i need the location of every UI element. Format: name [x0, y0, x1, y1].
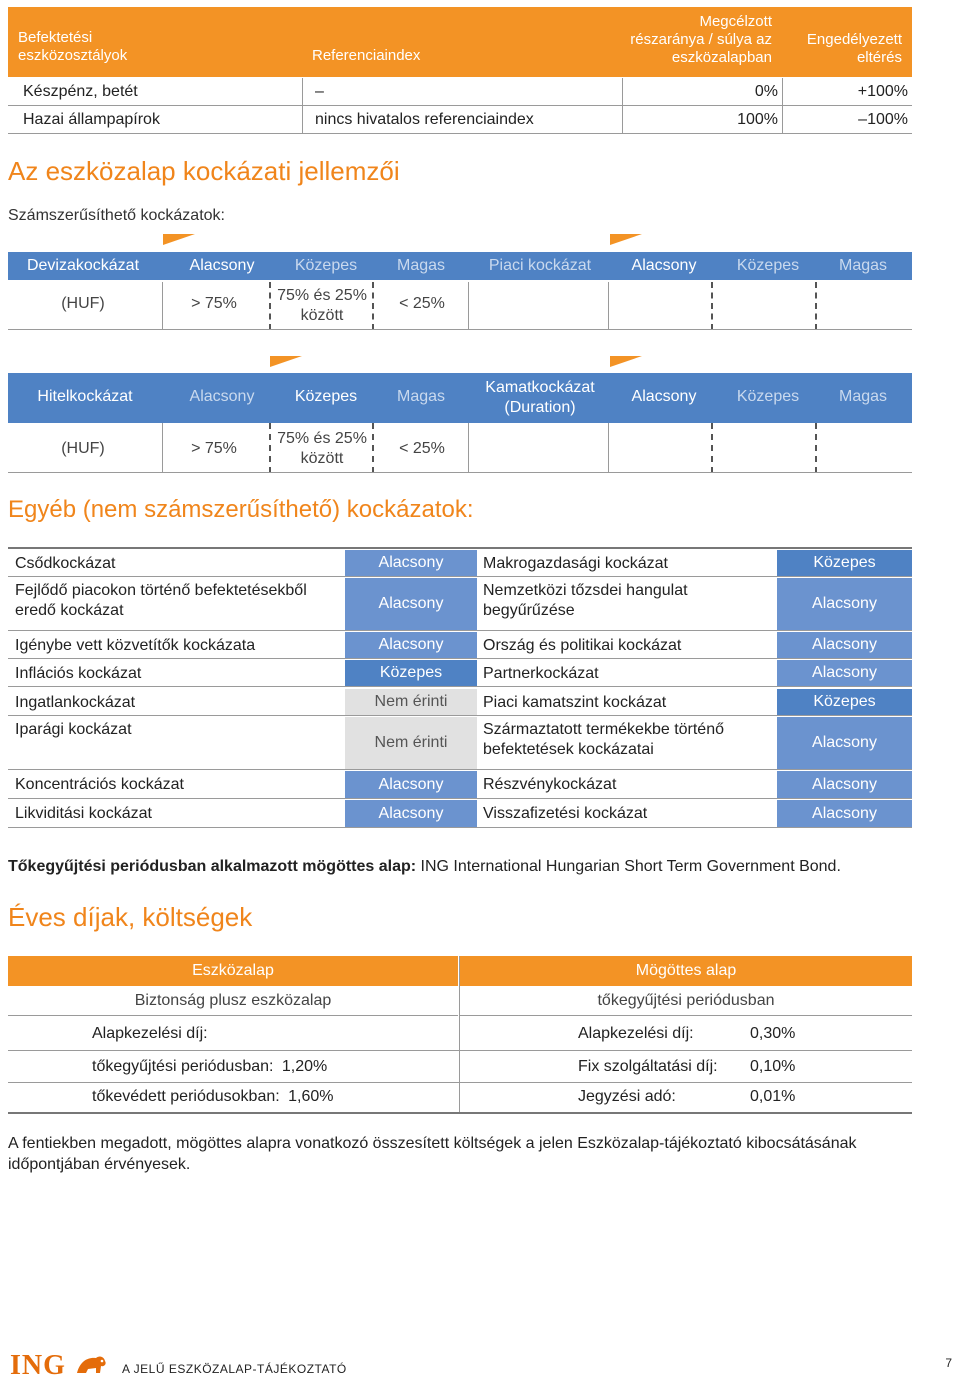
- risk-name: Makrogazdasági kockázat: [483, 555, 668, 572]
- asset-row: [8, 78, 912, 106]
- divider: [162, 282, 163, 330]
- fee-sub-asset-fund: Biztonság plusz eszközalap: [8, 986, 458, 1016]
- scale-level: Alacsony: [189, 257, 255, 274]
- asset-class: Hazai állampapírok: [23, 111, 160, 128]
- cost-note: A fentiekben megadott, mögöttes alapra vonatkozó összesített költségek a jelen Eszközalap-tájékoztató kibocsátásának időpontjában érvényesek.: [8, 1135, 857, 1173]
- risk-section-title: Az eszközalap kockázati jellemzői: [8, 156, 400, 186]
- other-risks-title: Egyéb (nem számszerűsíthető) kockázatok:: [8, 496, 474, 523]
- fee-value: 0,10%: [750, 1058, 796, 1075]
- underlying-fund-label: Tőkegyűjtési periódusban alkalmazott mögöttes alap:: [8, 858, 417, 875]
- risk-name: Iparági kockázat: [15, 721, 132, 738]
- header-asset-class: Befektetési eszközosztályok: [18, 29, 128, 64]
- risk-name: Csődkockázat: [15, 555, 116, 572]
- divider: [622, 78, 623, 134]
- scale-name: Kamatkockázat (Duration): [485, 379, 595, 416]
- fees-title: Éves díjak, költségek: [8, 902, 253, 932]
- scale-level: Közepes: [294, 257, 358, 274]
- scale-sub: (HUF): [61, 295, 105, 312]
- risk-scale-bar: [8, 252, 912, 280]
- asset-table-header: [8, 7, 912, 77]
- scale-range: < 25%: [399, 295, 445, 312]
- divider: [608, 423, 609, 473]
- risk-level-badge: Alacsony: [345, 578, 477, 630]
- target-weight: 100%: [737, 111, 778, 128]
- risk-name: Inflációs kockázat: [15, 665, 142, 682]
- scale-range: 75% és 25% között: [277, 430, 367, 467]
- risk-level-badge: Alacsony: [777, 632, 912, 658]
- divider: [8, 1112, 912, 1114]
- risk-level-badge: Alacsony: [345, 632, 477, 658]
- risk-row: [8, 770, 912, 799]
- current-level-marker: [610, 356, 642, 367]
- scale-range: > 75%: [191, 295, 237, 312]
- target-weight: 0%: [754, 83, 778, 100]
- fee-label: Alapkezelési díj:: [92, 1025, 208, 1042]
- divider: [459, 956, 460, 1112]
- current-level-marker: [163, 234, 195, 245]
- divider: [711, 282, 713, 330]
- divider: [782, 78, 783, 134]
- risk-level-badge: Közepes: [777, 689, 912, 715]
- current-level-marker: [610, 234, 642, 245]
- risk-scale-bar: [8, 373, 912, 423]
- divider: [468, 282, 469, 330]
- risk-row: [8, 799, 912, 828]
- scale-level: Közepes: [736, 257, 800, 274]
- fee-sub-underlying: tőkegyűjtési periódusban: [460, 986, 912, 1016]
- risk-level-badge: Nem érinti: [345, 689, 477, 715]
- scale-level: Alacsony: [189, 388, 255, 405]
- divider: [468, 423, 469, 473]
- asset-row: [8, 106, 912, 134]
- footer-doc-title: A JELŰ ESZKÖZALAP-TÁJÉKOZTATÓ: [122, 1362, 347, 1376]
- risk-name: Koncentrációs kockázat: [15, 776, 184, 793]
- underlying-fund-line: [8, 858, 841, 876]
- header-target-weight: Megcélzott részaránya / súlya az eszközalapban: [630, 13, 772, 66]
- fee-line-asset-fund: [92, 1025, 212, 1043]
- risk-level-badge: Alacsony: [777, 800, 912, 827]
- risk-name: Igénybe vett közvetítők kockázata: [15, 637, 256, 654]
- risk-name: Partnerkockázat: [483, 665, 599, 682]
- divider: [8, 1082, 912, 1083]
- scale-level: Magas: [838, 388, 888, 405]
- divider: [372, 423, 374, 473]
- divider: [815, 423, 817, 473]
- fee-label: Jegyzési adó:: [578, 1088, 676, 1105]
- risk-name: Ország és politikai kockázat: [483, 637, 682, 654]
- fee-header-asset-fund: Eszközalap: [8, 956, 458, 986]
- divider: [162, 423, 163, 473]
- scale-level: Magas: [396, 257, 446, 274]
- divider: [8, 1050, 912, 1051]
- risk-level-badge: Alacsony: [345, 550, 477, 576]
- divider: [608, 282, 609, 330]
- header-allowed-deviation: Engedélyezett eltérés: [806, 31, 902, 66]
- divider: [8, 472, 912, 473]
- page-number: 7: [945, 1356, 952, 1370]
- reference-index: –: [315, 83, 324, 100]
- risk-row: [8, 631, 912, 659]
- header-reference-index: Referenciaindex: [312, 47, 421, 64]
- fee-label: Fix szolgáltatási díj:: [578, 1058, 718, 1075]
- divider: [372, 282, 374, 330]
- scale-level: Magas: [396, 388, 446, 405]
- logo-text: ING: [10, 1350, 66, 1381]
- scale-range: < 25%: [399, 440, 445, 457]
- scale-level: Alacsony: [631, 257, 697, 274]
- risk-level-badge: Nem érinti: [345, 717, 477, 769]
- risk-level-badge: Alacsony: [777, 578, 912, 630]
- risk-row: [8, 659, 912, 687]
- fee-header-underlying: Mögöttes alap: [460, 956, 912, 986]
- fee-value: 1,60%: [288, 1088, 334, 1105]
- fee-value: 1,20%: [281, 1058, 328, 1075]
- risk-name: Likviditási kockázat: [15, 805, 152, 822]
- scale-range: 75% és 25% között: [277, 287, 367, 324]
- risk-name: Piaci kamatszint kockázat: [483, 694, 667, 711]
- scale-level: Magas: [838, 257, 888, 274]
- risk-row: [8, 688, 912, 716]
- risk-name: Részvénykockázat: [483, 776, 617, 793]
- divider: [269, 282, 271, 330]
- scale-name: Devizakockázat: [26, 257, 140, 274]
- ing-logo: [10, 1350, 108, 1382]
- risk-row: [8, 577, 912, 631]
- divider: [711, 423, 713, 473]
- risk-name: Nemzetközi tőzsdei hangulat begyűrűzése: [483, 582, 688, 619]
- risk-level-badge: Alacsony: [777, 660, 912, 686]
- scale-level: Közepes: [294, 388, 358, 405]
- fee-value: 0,30%: [750, 1025, 796, 1042]
- asset-class: Készpénz, betét: [23, 83, 138, 100]
- allowed-deviation: –100%: [858, 111, 908, 128]
- lion-icon: [74, 1351, 108, 1377]
- risk-level-badge: Közepes: [777, 550, 912, 576]
- risk-level-badge: Közepes: [345, 660, 477, 686]
- scale-level: Közepes: [736, 388, 800, 405]
- scale-sub: (HUF): [61, 440, 105, 457]
- risk-name: Ingatlankockázat: [15, 694, 136, 711]
- risk-name: Visszafizetési kockázat: [483, 805, 648, 822]
- scale-name: Hitelkockázat: [37, 388, 133, 405]
- risk-name: Fejlődő piacokon történő befektetésekből eredő kockázat: [15, 582, 307, 619]
- divider: [815, 282, 817, 330]
- divider: [302, 78, 303, 134]
- reference-index: nincs hivatalos referenciaindex: [315, 111, 534, 128]
- risk-level-badge: Alacsony: [777, 717, 912, 769]
- fee-line-asset-fund: [92, 1058, 327, 1076]
- divider: [269, 423, 271, 473]
- fee-label: Alapkezelési díj:: [578, 1025, 694, 1042]
- risk-level-badge: Alacsony: [345, 800, 477, 827]
- risk-name: Származtatott termékekbe történő befektetések kockázatai: [483, 721, 724, 758]
- scale-range: > 75%: [191, 440, 237, 457]
- risk-row: [8, 716, 912, 770]
- fee-line-asset-fund: [92, 1088, 334, 1106]
- current-level-marker: [270, 356, 302, 367]
- fee-label: tőkegyűjtési periódusban:: [92, 1058, 274, 1075]
- risk-level-badge: Alacsony: [345, 771, 477, 798]
- scale-level: Alacsony: [631, 388, 697, 405]
- divider: [8, 329, 912, 330]
- risk-row: [8, 549, 912, 577]
- quantifiable-risks-label: Számszerűsíthető kockázatok:: [8, 207, 225, 224]
- underlying-fund-name: ING International Hungarian Short Term Government Bond.: [420, 858, 841, 875]
- fee-label: tőkevédett periódusokban:: [92, 1088, 280, 1105]
- scale-name: Piaci kockázat: [488, 257, 592, 274]
- risk-level-badge: Alacsony: [777, 771, 912, 798]
- fee-value: 0,01%: [750, 1088, 796, 1105]
- allowed-deviation: +100%: [857, 83, 908, 100]
